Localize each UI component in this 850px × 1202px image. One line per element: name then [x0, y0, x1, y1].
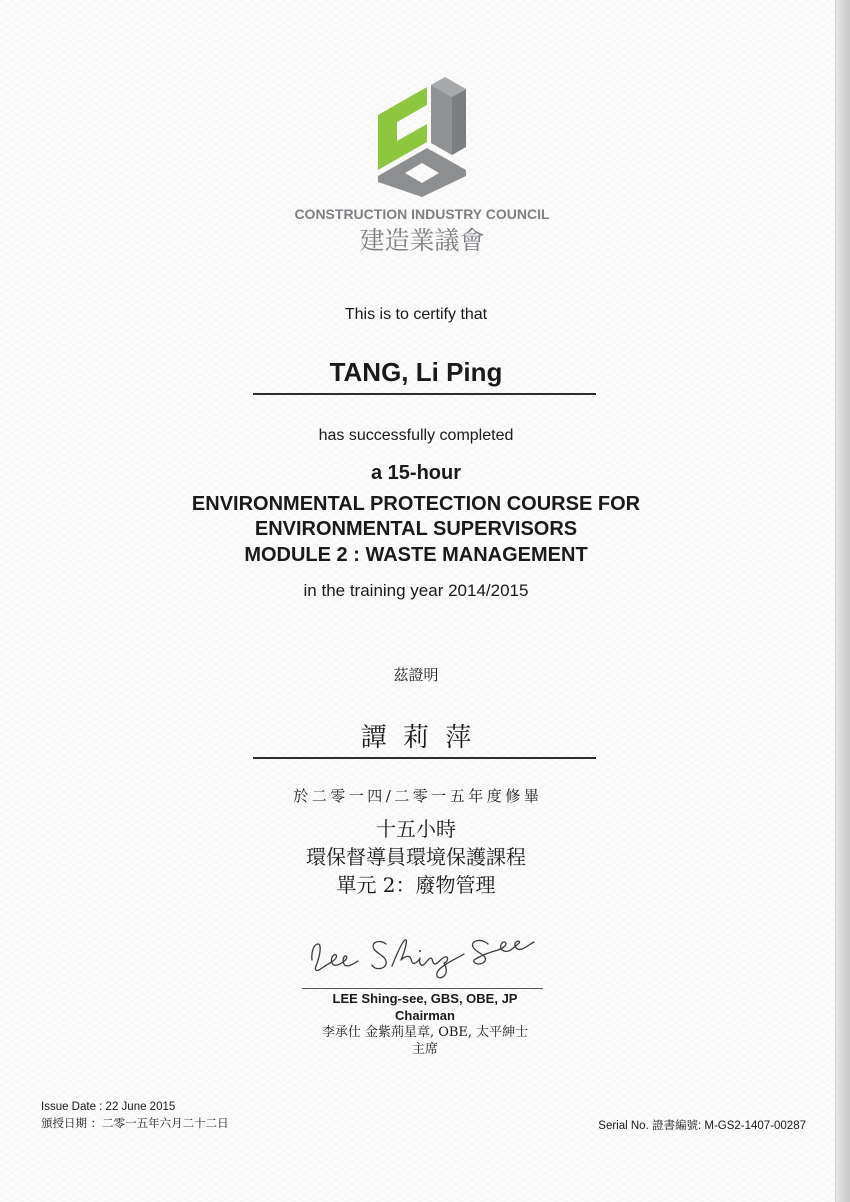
signature-dot [419, 950, 421, 952]
recipient-name-en: TANG, Li Ping [329, 357, 503, 387]
course-title-en-line: ENVIRONMENTAL SUPERVISORS [254, 518, 578, 540]
issue-date-en: Issue Date : 22 June 2015 [41, 1101, 176, 1113]
serial-number: Serial No. 證書編號: M-GS2-1407-00287 [598, 1120, 806, 1132]
course-title-en-line: MODULE 2 : WASTE MANAGEMENT [244, 544, 588, 566]
course-title-zh-line: 單元 2：廢物管理 [336, 873, 496, 897]
signature-stroke [312, 940, 534, 978]
certify-intro-en: This is to certify that [344, 306, 488, 323]
signatory-name-zh: 李承仕 金紫荊星章, OBE, 太平紳士 [321, 1025, 529, 1040]
org-name-en: CONSTRUCTION INDUSTRY COUNCIL [294, 206, 550, 222]
recipient-name-en-underline [253, 393, 596, 395]
cic-logo-icon [377, 77, 467, 197]
course-duration-en: a 15-hour [370, 462, 462, 484]
certify-intro-zh: 茲證明 [393, 666, 439, 684]
signatory-title-zh: 主席 [411, 1042, 438, 1057]
signatory-name-en: LEE Shing-see, GBS, OBE, JP [332, 991, 518, 1006]
course-duration-zh: 十五小時 [376, 817, 456, 841]
recipient-name-zh: 譚 莉 萍 [360, 723, 476, 753]
recipient-name-zh-underline [253, 757, 596, 759]
completion-text-zh: 於二零一四/二零一五年度修畢 [293, 787, 543, 805]
handwritten-signature [308, 930, 536, 982]
logo-gray-block-side [452, 89, 466, 155]
course-title-zh-line: 環保督導員環境保護課程 [306, 845, 526, 869]
signatory-title-en: Chairman [395, 1008, 455, 1023]
issue-date-zh: 頒授日期 ：二零一五年六月二十二日 [41, 1116, 229, 1130]
logo-gray-block-front [431, 85, 452, 155]
org-name-zh: 建造業議會 [359, 226, 485, 255]
course-title-en-line: ENVIRONMENTAL PROTECTION COURSE FOR [191, 493, 641, 515]
completion-text-en: has successfully completed [318, 427, 514, 444]
signature-line [302, 988, 543, 989]
training-year-en: in the training year 2014/2015 [303, 581, 529, 600]
